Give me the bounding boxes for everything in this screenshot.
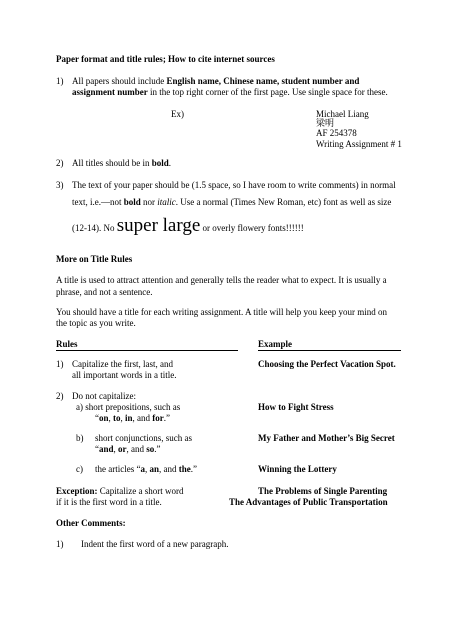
item-1-text-a: All papers should include <box>72 76 167 86</box>
example-label: Ex) <box>171 109 184 119</box>
rule-2c-word-an: an <box>149 464 159 474</box>
item-1-number: 1) <box>56 76 64 86</box>
item-3-text-a: text, i.e.—not <box>72 197 124 207</box>
exception-text-1: Capitalize a short word <box>97 486 184 496</box>
item-2-text-b: . <box>168 158 172 168</box>
rule-2b-example: My Father and Mother’s Big Secret <box>258 433 395 443</box>
item-1-text-b: in the top right corner of the first page. Use single space for these. <box>147 87 388 97</box>
exception-label: Exception: <box>56 486 98 496</box>
rule-2c-label: c) <box>76 464 83 474</box>
rule-2c-sep-1: , <box>144 464 150 474</box>
comment-1-number: 1) <box>56 539 64 549</box>
rule-2c-sep-2: , and <box>159 464 179 474</box>
item-1-bold-b: assignment number <box>72 87 148 97</box>
item-3-super-large: super large <box>116 215 201 236</box>
rule-1-number: 1) <box>56 359 64 369</box>
rule-2a-text: a) short prepositions, such as <box>76 402 181 412</box>
item-3-line-1: The text of your paper should be (1.5 space, so I have room to write comments) in normal <box>72 180 396 190</box>
rule-2b-word-and: and <box>99 444 114 454</box>
item-3-bold: bold <box>123 197 141 207</box>
paragraph-2-line-2: the topic as you write. <box>56 318 136 328</box>
rule-2a-quote-close: .” <box>163 413 171 423</box>
exception-line-2: if it is the first word in a title. <box>56 497 162 507</box>
paragraph-2-line-1: You should have a title for each writing assignment. A title will help you keep your mind on <box>56 307 388 317</box>
item-1-bold-a: English name, Chinese name, student number and <box>166 76 360 86</box>
rule-2a-words <box>95 413 170 424</box>
example-column-header: Example <box>258 339 293 349</box>
rule-1-example: Choosing the Perfect Vacation Spot. <box>258 359 396 369</box>
rule-2c-word-the: the <box>178 464 191 474</box>
example-assignment: Writing Assignment # 1 <box>316 139 402 149</box>
rule-2b-label: b) <box>76 433 84 443</box>
rule-2a-sep-3: , and <box>132 413 153 423</box>
rule-2b-word-or: or <box>118 444 127 454</box>
exception-example-1: The Problems of Single Parenting <box>258 486 388 496</box>
rule-2c-quote-close: .” <box>190 464 197 474</box>
rule-2-number: 2) <box>56 391 64 401</box>
rule-2c-text: the articles “ <box>95 464 141 474</box>
rule-2c-line <box>95 464 197 475</box>
item-3-line-2 <box>72 197 391 208</box>
rule-2b-quote-open: “ <box>95 444 99 454</box>
rule-2a-word-to: to <box>113 413 121 423</box>
rule-2a-sep-1: , <box>108 413 114 423</box>
item-3-text-d: (12-14). No <box>72 223 117 233</box>
rule-2b-text: short conjunctions, such as <box>95 433 192 443</box>
example-student-number: AF 254378 <box>316 128 357 138</box>
example-header-underline <box>258 350 401 351</box>
rule-2c-example: Winning the Lottery <box>258 464 337 474</box>
item-2-bold: bold <box>151 158 169 168</box>
rule-2b-word-so: so <box>146 444 155 454</box>
exception-example-2: The Advantages of Public Transportation <box>229 497 388 507</box>
rule-2b-sep-1: , <box>113 444 119 454</box>
example-chinese-name: 梁明 <box>316 118 335 128</box>
item-3-text-b: nor <box>140 197 158 207</box>
item-2-text-a: All titles should be in <box>72 158 152 168</box>
item-3-text-c: . Use a normal (Times New Roman, etc) font as well as size <box>175 197 392 207</box>
item-3-number: 3) <box>56 180 64 190</box>
section-heading-other-comments: Other Comments: <box>56 518 126 528</box>
item-3-italic: italic <box>157 197 176 207</box>
rule-2b-sep-2: , and <box>126 444 147 454</box>
rules-header-underline <box>56 350 238 351</box>
item-1-line-2 <box>72 87 388 98</box>
rule-2a-sep-2: , <box>120 413 126 423</box>
section-heading-more-rules: More on Title Rules <box>56 254 133 264</box>
item-1-line-1 <box>72 76 359 87</box>
rule-2-title: Do not capitalize: <box>72 391 136 401</box>
rule-2a-word-on: on <box>99 413 109 423</box>
item-3-line-3 <box>72 215 304 239</box>
rule-1-line-1: Capitalize the first, last, and <box>72 359 173 369</box>
rule-2a-example: How to Fight Stress <box>258 402 334 412</box>
rule-2b-words <box>95 444 161 455</box>
rule-2a-word-for: for <box>152 413 164 423</box>
exception-line-1 <box>56 486 183 497</box>
rule-1-line-2: all important words in a title. <box>72 370 177 380</box>
paragraph-1-line-2: phrase, and not a sentence. <box>56 287 153 297</box>
rule-2c-word-a: a <box>140 464 145 474</box>
example-name: Michael Liang <box>316 109 369 119</box>
item-2-line <box>72 158 171 169</box>
rules-column-header: Rules <box>56 339 78 349</box>
paragraph-1-line-1: A title is used to attract attention and generally tells the reader what to expect. It is usually a <box>56 275 387 285</box>
item-2-number: 2) <box>56 158 64 168</box>
comment-1-text: Indent the first word of a new paragraph. <box>81 539 229 549</box>
rule-2a-quote-open: “ <box>95 413 99 423</box>
rule-2b-quote-close: .” <box>154 444 161 454</box>
page-title: Paper format and title rules; How to cite internet sources <box>56 54 275 64</box>
item-3-text-e: or overly flowery fonts!!!!!! <box>200 223 304 233</box>
rule-2a-word-in: in <box>125 413 133 423</box>
